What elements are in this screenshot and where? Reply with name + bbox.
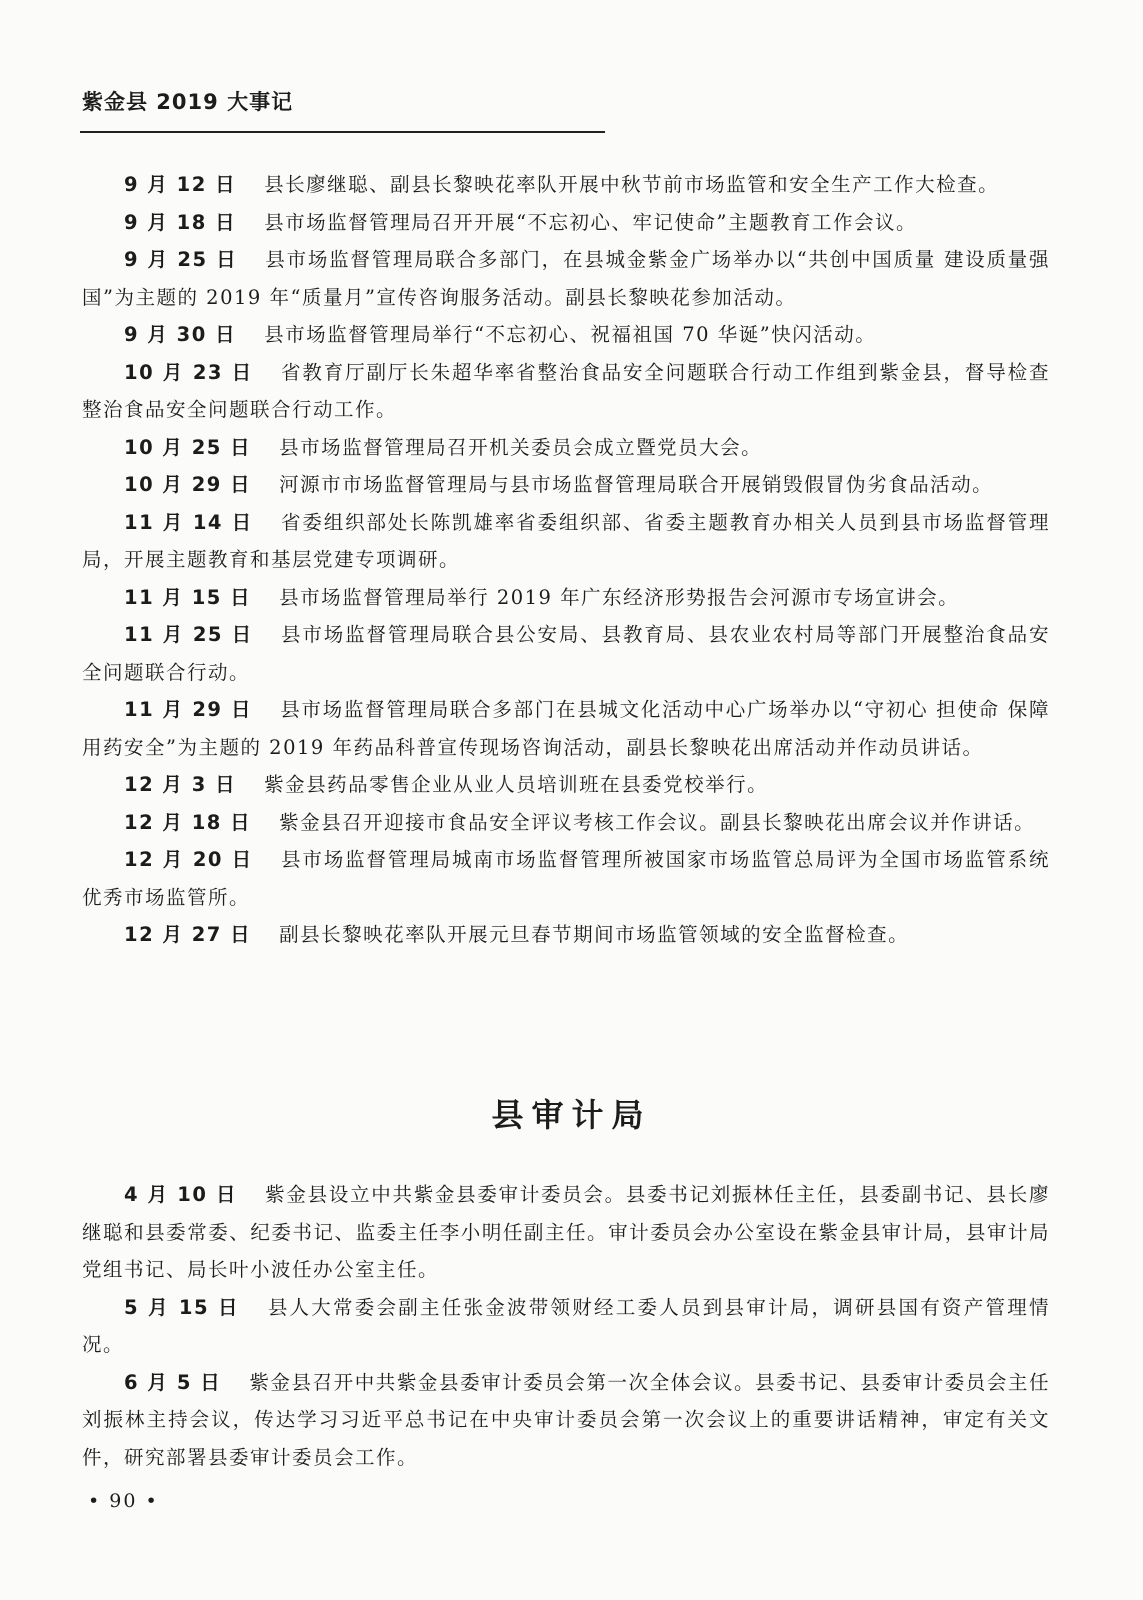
entry-date: 12 月 27 日 bbox=[124, 923, 252, 946]
entry-date: 11 月 25 日 bbox=[124, 623, 253, 646]
entry-text: 县市场监督管理局召开机关委员会成立暨党员大会。 bbox=[279, 435, 763, 459]
chronicle-entry bbox=[82, 1176, 1050, 1289]
entry-date: 9 月 30 日 bbox=[124, 323, 237, 346]
entry-date: 11 月 14 日 bbox=[124, 510, 253, 534]
chronicle-entry bbox=[82, 691, 1050, 766]
section-entries bbox=[82, 1176, 1050, 1476]
entry-text: 县市场监督管理局城南市场监督管理所被国家市场监管总局评为全国市场监管系统优秀市场监管所。 bbox=[82, 848, 1050, 909]
chronicle-entry bbox=[82, 1364, 1050, 1477]
entry-text: 县市场监督管理局召开开展“不忘初心、牢记使命”主题教育工作会议。 bbox=[264, 210, 918, 234]
entry-text: 县市场监督管理局联合多部门在县城文化活动中心广场举办以“守初心 担使命 保障用药安全”为主题的 2019 年药品科普宣传现场咨询活动，副县长黎映花出席活动并作动员讲话。 bbox=[82, 698, 1051, 759]
section-title: 县审计局 bbox=[491, 1096, 652, 1134]
entry-text: 县市场监督管理局联合多部门，在县城金紫金广场举办以“共创中国质量 建设质量强国”为主题的 2019 年“质量月”宣传咨询服务活动。副县长黎映花参加活动。 bbox=[82, 248, 1050, 309]
entry-text: 紫金县召开迎接市食品安全评议考核工作会议。副县长黎映花出席会议并作讲话。 bbox=[279, 810, 1036, 834]
entry-text: 副县长黎映花率队开展元旦春节期间市场监管领域的安全监督检查。 bbox=[279, 923, 910, 946]
chronicle-entries bbox=[82, 166, 1050, 954]
entry-text: 县市场监督管理局举行“不忘初心、祝福祖国 70 华诞”快闪活动。 bbox=[264, 323, 877, 346]
entry-date: 9 月 12 日 bbox=[124, 173, 237, 196]
chronicle-entry bbox=[82, 166, 1050, 204]
entry-date: 12 月 18 日 bbox=[124, 810, 252, 834]
chronicle-entry bbox=[82, 766, 1050, 804]
chronicle-entry bbox=[82, 241, 1050, 316]
chronicle-entry bbox=[82, 316, 1050, 354]
entry-text: 县市场监督管理局联合县公安局、县教育局、县农业农村局等部门开展整治食品安全问题联合行动。 bbox=[82, 623, 1050, 684]
header-rule bbox=[80, 131, 605, 133]
entry-date: 11 月 29 日 bbox=[124, 698, 253, 721]
entry-date: 11 月 15 日 bbox=[124, 585, 252, 609]
chronicle-entry bbox=[82, 579, 1050, 617]
chronicle-entry bbox=[82, 466, 1050, 504]
chronicle-entry bbox=[82, 916, 1050, 954]
chronicle-entry bbox=[82, 204, 1050, 242]
chronicle-entry bbox=[82, 354, 1050, 429]
entry-text: 省教育厅副厅长朱超华率省整治食品安全问题联合行动工作组到紫金县，督导检查整治食品安全问题联合行动工作。 bbox=[82, 360, 1050, 421]
chronicle-entry bbox=[82, 804, 1050, 842]
entry-text: 县人大常委会副主任张金波带领财经工委人员到县审计局，调研县国有资产管理情况。 bbox=[82, 1295, 1050, 1356]
entry-date: 10 月 29 日 bbox=[124, 473, 252, 496]
chronicle-entry bbox=[82, 841, 1050, 916]
chronicle-entry bbox=[82, 429, 1050, 467]
entry-date: 12 月 20 日 bbox=[124, 848, 253, 871]
chronicle-entry bbox=[82, 504, 1050, 579]
running-header: 紫金县 2019 大事记 bbox=[82, 90, 294, 114]
entry-text: 省委组织部处长陈凯雄率省委组织部、省委主题教育办相关人员到县市场监督管理局，开展主题教育和基层党建专项调研。 bbox=[82, 510, 1050, 571]
page-number: • 90 • bbox=[88, 1490, 159, 1512]
entry-date: 4 月 10 日 bbox=[124, 1183, 238, 1206]
entry-date: 5 月 15 日 bbox=[124, 1295, 240, 1319]
entry-date: 12 月 3 日 bbox=[124, 773, 237, 796]
chronicle-entry bbox=[82, 616, 1050, 691]
entry-date: 10 月 25 日 bbox=[124, 435, 252, 459]
entry-text: 县长廖继聪、副县长黎映花率队开展中秋节前市场监管和安全生产工作大检查。 bbox=[264, 173, 1000, 196]
entry-date: 9 月 25 日 bbox=[124, 248, 238, 271]
entry-text: 紫金县召开中共紫金县委审计委员会第一次全体会议。县委书记、县委审计委员会主任刘振林主持会议，传达学习习近平总书记在中央审计委员会第一次会议上的重要讲话精神，审定有关文件，研究部署县委审计委员会工作。 bbox=[82, 1370, 1050, 1469]
entry-date: 10 月 23 日 bbox=[124, 360, 253, 384]
entry-text: 紫金县设立中共紫金县委审计委员会。县委书记刘振林任主任，县委副书记、县长廖继聪和县委常委、纪委书记、监委主任李小明任副主任。审计委员会办公室设在紫金县审计局，县审计局党组书记、局长叶小波任办公室主任。 bbox=[82, 1183, 1050, 1281]
entry-date: 6 月 5 日 bbox=[124, 1370, 222, 1394]
entry-text: 河源市市场监督管理局与县市场监督管理局联合开展销毁假冒伪劣食品活动。 bbox=[279, 473, 994, 496]
entry-date: 9 月 18 日 bbox=[124, 210, 237, 234]
entry-text: 县市场监督管理局举行 2019 年广东经济形势报告会河源市专场宣讲会。 bbox=[279, 585, 960, 609]
chronicle-entry bbox=[82, 1289, 1050, 1364]
entry-text: 紫金县药品零售企业从业人员培训班在县委党校举行。 bbox=[264, 773, 769, 796]
